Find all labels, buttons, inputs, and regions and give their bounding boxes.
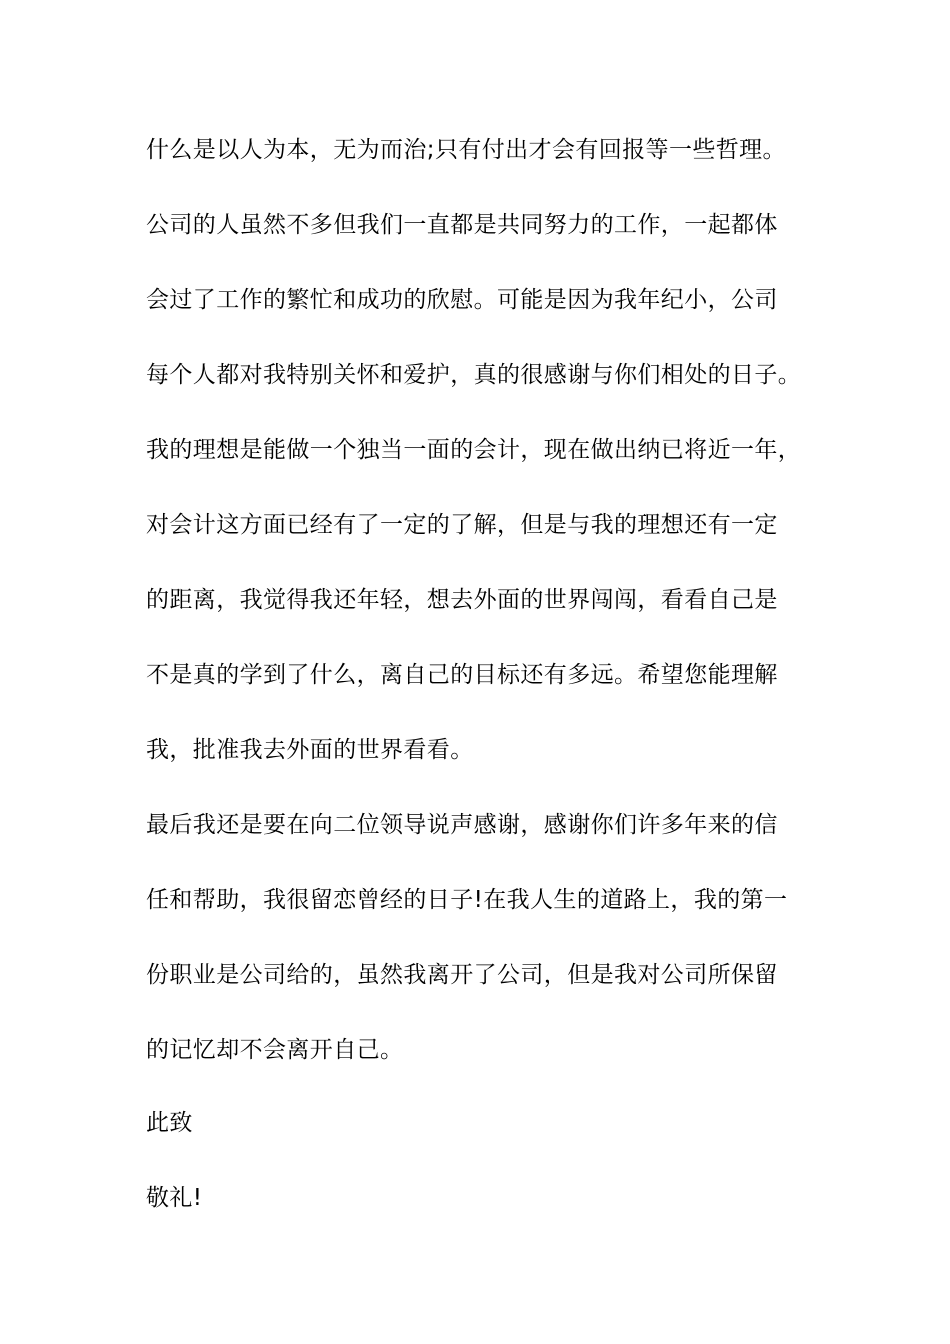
- text-line: 对会计这方面已经有了一定的了解，但是与我的理想还有一定: [146, 512, 778, 538]
- text-line: 的记忆却不会离开自己。: [146, 1037, 404, 1063]
- text-line: 不是真的学到了什么，离自己的目标还有多远。希望您能理解: [146, 662, 778, 688]
- text-line: 的距离，我觉得我还年轻，想去外面的世界闯闯，看看自己是: [146, 587, 778, 613]
- text-line: 会过了工作的繁忙和成功的欣慰。可能是因为我年纪小，公司: [146, 287, 778, 313]
- text-line: 公司的人虽然不多但我们一直都是共同努力的工作，一起都体: [146, 212, 778, 238]
- text-line: 我的理想是能做一个独当一面的会计，现在做出纳已将近一年，: [146, 437, 802, 463]
- closing-regards: 敬礼!: [146, 1185, 203, 1211]
- text-line: 最后我还是要在向二位领导说声感谢，感谢你们许多年来的信: [146, 812, 778, 838]
- text-line: 任和帮助，我很留恋曾经的日子!在我人生的道路上，我的第一: [146, 887, 788, 913]
- text-line: 份职业是公司给的，虽然我离开了公司，但是我对公司所保留: [146, 962, 778, 988]
- text-line: 什么是以人为本，无为而治;只有付出才会有回报等一些哲理。: [146, 137, 786, 163]
- text-line: 每个人都对我特别关怀和爱护，真的很感谢与你们相处的日子。: [146, 362, 802, 388]
- closing-salutation: 此致: [146, 1110, 193, 1136]
- text-line: 我，批准我去外面的世界看看。: [146, 737, 474, 763]
